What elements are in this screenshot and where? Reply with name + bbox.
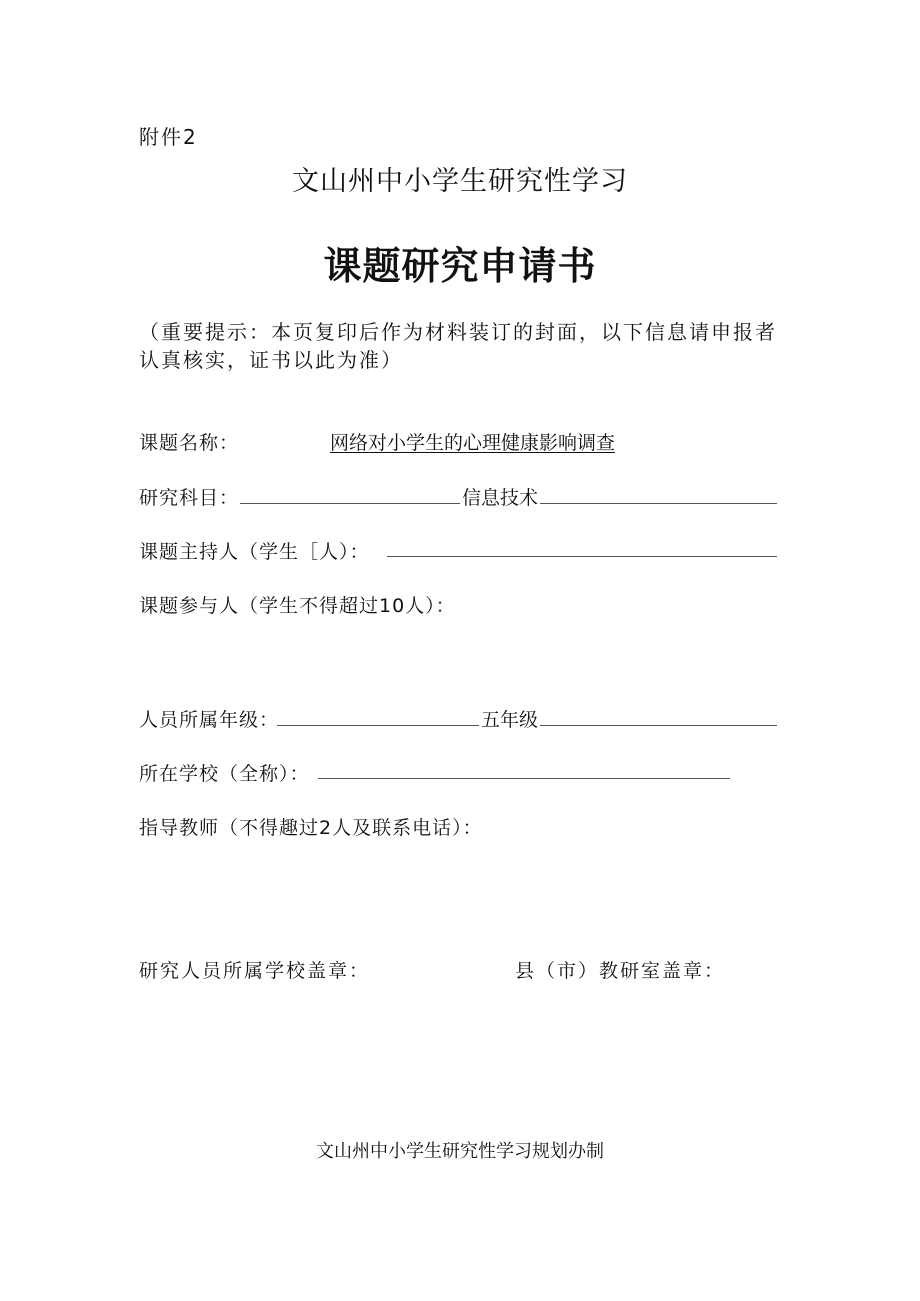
school-underline bbox=[318, 778, 730, 779]
important-note: （重要提示：本页复印后作为材料装订的封面，以下信息请申报者认真核实，证书以此为准） bbox=[139, 320, 777, 372]
host-underline bbox=[387, 556, 777, 557]
county-seal-label: 县（市）教研室盖章： bbox=[515, 960, 726, 982]
attachment-label: 附件2 bbox=[139, 125, 198, 149]
host-label: 课题主持人（学生［人）： bbox=[139, 541, 370, 563]
teacher-label: 指导教师（不得趣过2人及联系电话）： bbox=[139, 817, 483, 839]
subject-value: 信息技术 bbox=[460, 483, 540, 510]
footer-issuer: 文山州中小学生研究性学习规划办制 bbox=[316, 1141, 604, 1162]
school-label: 所在学校（全称）： bbox=[139, 763, 310, 785]
grade-label: 人员所属年级： bbox=[139, 709, 280, 731]
topic-name-value: 网络对小学生的心理健康影响调查 bbox=[330, 432, 616, 454]
document-title-line1: 文山州中小学生研究性学习 bbox=[292, 166, 628, 197]
participants-label: 课题参与人（学生不得超过10人）： bbox=[139, 595, 456, 617]
subject-label: 研究科目： bbox=[139, 487, 240, 509]
topic-name-label: 课题名称： bbox=[139, 432, 240, 454]
grade-value: 五年级 bbox=[479, 705, 540, 732]
school-seal-label: 研究人员所属学校盖章： bbox=[139, 960, 371, 982]
document-title-line2: 课题研究申请书 bbox=[323, 244, 597, 288]
